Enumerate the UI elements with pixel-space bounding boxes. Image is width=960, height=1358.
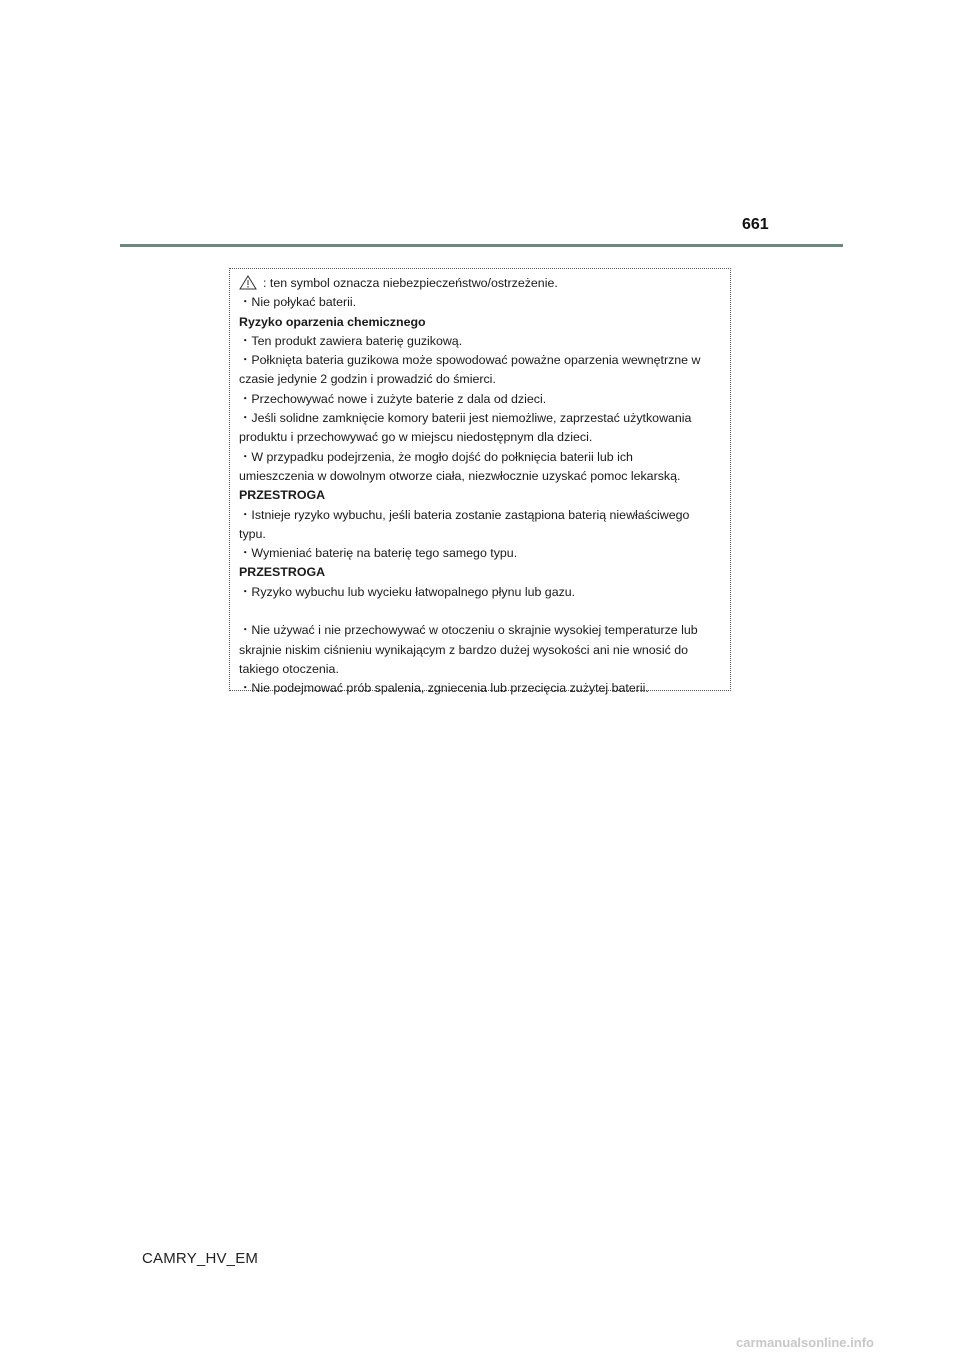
warning-line: ・Nie połykać baterii. (239, 295, 357, 310)
warning-heading: Ryzyko oparzenia chemicznego (239, 314, 426, 329)
warning-line: ・Połknięta bateria guzikowa może spowodować poważne oparzenia wewnętrzne w (239, 353, 701, 368)
warning-line: typu. (239, 526, 266, 541)
warning-line: czasie jedynie 2 godzin i prowadzić do śmierci. (239, 372, 496, 387)
warning-line: takiego otoczenia. (239, 661, 339, 676)
warning-line: ・Nie podejmować prób spalenia, zgniecenia lub przecięcia zużytej baterii. (239, 681, 649, 696)
warning-heading: PRZESTROGA (239, 565, 326, 580)
header-rule (120, 244, 843, 247)
warning-line: ・Przechowywać nowe i zużyte baterie z dala od dzieci. (239, 391, 547, 406)
watermark: carmanualsonline.info (736, 1335, 874, 1350)
warning-line: ・Nie używać i nie przechowywać w otoczeniu o skrajnie wysokiej temperaturze lub (239, 623, 698, 638)
warning-line: skrajnie niskim ciśnieniu wynikającym z bardzo dużej wysokości ani nie wnosić do (239, 642, 689, 657)
page-number: 661 (742, 216, 769, 233)
warning-line: ・Istnieje ryzyko wybuchu, jeśli bateria zostanie zastąpiona baterią niewłaściwego (239, 507, 690, 522)
warning-heading: PRZESTROGA (239, 488, 326, 503)
symbol-legend-line (239, 274, 730, 293)
warning-line: ・Wymieniać baterię na baterię tego samego typu. (239, 546, 518, 561)
warning-line: ・W przypadku podejrzenia, że mogło dojść do połknięcia baterii lub ich (239, 449, 633, 464)
warning-line: umieszczenia w dowolnym otworze ciała, niezwłocznie uzyskać pomoc lekarską. (239, 468, 681, 483)
symbol-legend-text: : ten symbol oznacza niebezpieczeństwo/ostrzeżenie. (263, 276, 558, 290)
warning-line: produktu i przechowywać go w miejscu niedostępnym dla dzieci. (239, 430, 593, 445)
warning-lines (239, 293, 730, 698)
warning-triangle-icon (239, 275, 257, 290)
document-code: CAMRY_HV_EM (142, 1250, 259, 1267)
warning-line: ・Jeśli solidne zamknięcie komory baterii jest niemożliwe, zaprzestać użytkowania (239, 411, 692, 426)
blank-line (239, 602, 730, 621)
warning-line: ・Ten produkt zawiera baterię guzikową. (239, 333, 463, 348)
warning-line: ・Ryzyko wybuchu lub wycieku łatwopalnego płynu lub gazu. (239, 584, 576, 599)
warning-box (229, 268, 731, 696)
